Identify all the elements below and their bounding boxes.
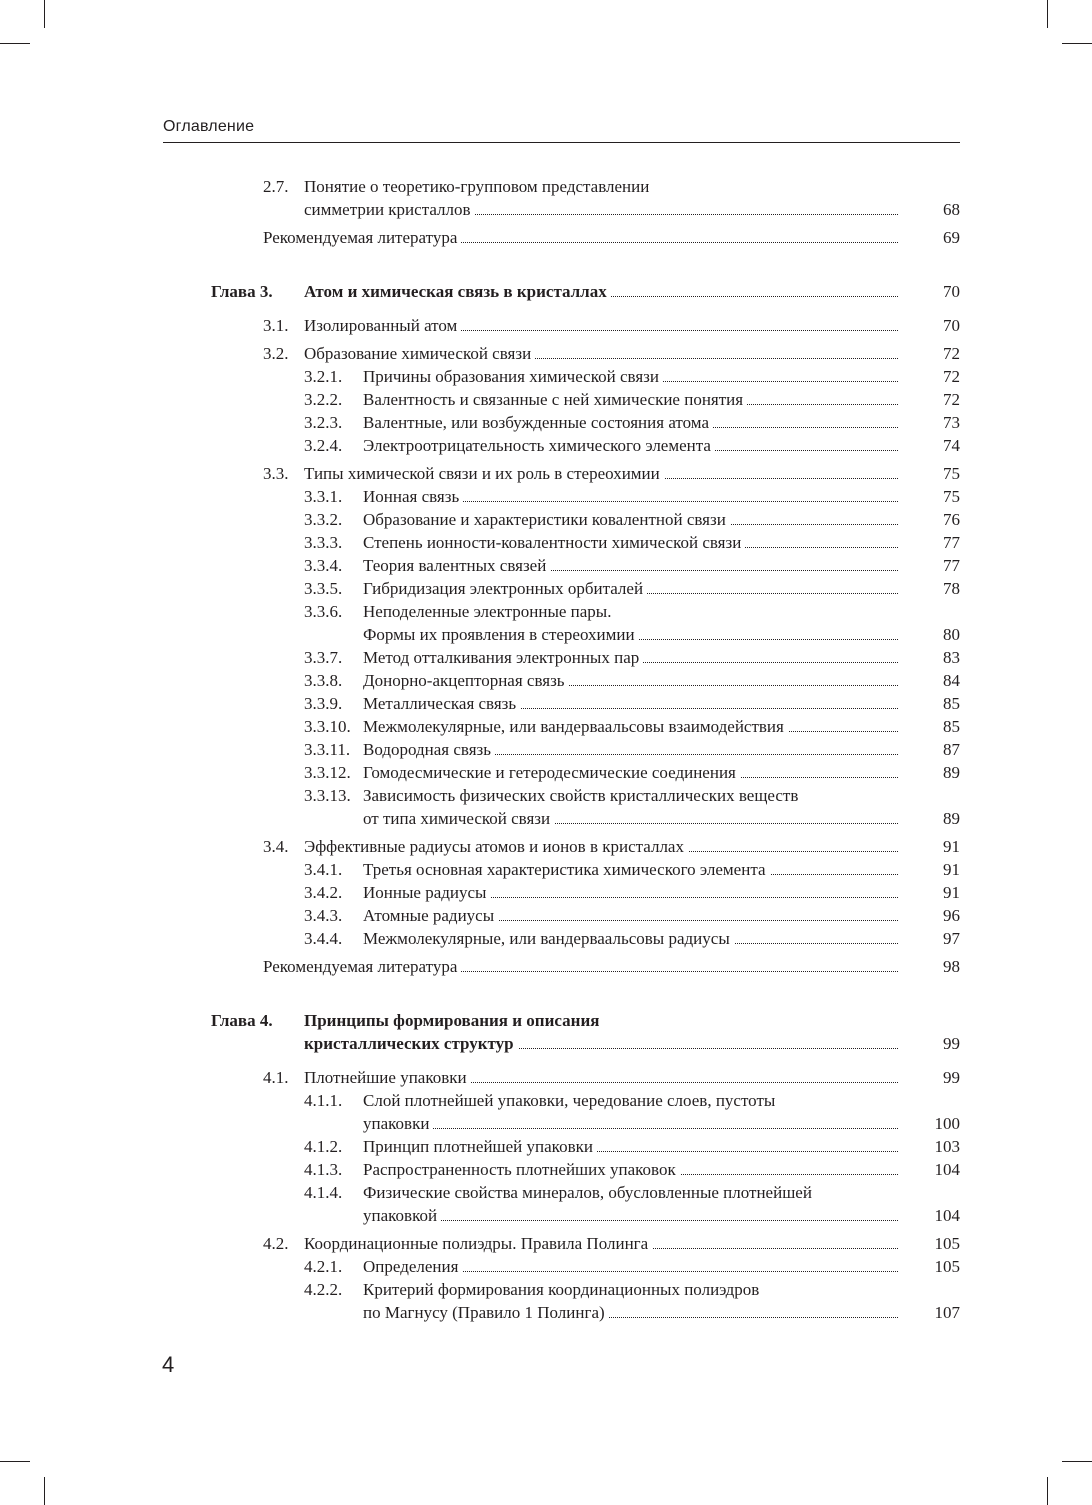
toc-entry-title-text: Распространенность плотнейших упаковок xyxy=(363,1160,680,1179)
toc-entry-line xyxy=(0,1112,1092,1135)
toc-entry-line xyxy=(0,904,1092,927)
toc-page-number: 75 xyxy=(943,487,960,506)
toc-entry-title xyxy=(363,881,898,904)
toc-page-number: 91 xyxy=(943,883,960,902)
toc-entry-number: 4.2.1. xyxy=(304,1257,343,1276)
toc-entry-title xyxy=(363,485,898,508)
toc-entry-title xyxy=(363,1089,779,1112)
toc-entry-title-text: Межмолекулярные, или вандерваальсовы радиусы xyxy=(363,929,734,948)
toc-entry-number: 3.3.12. xyxy=(304,763,351,782)
toc-entry-title xyxy=(363,669,898,692)
toc-entry-title-text: Атомные радиусы xyxy=(363,906,498,925)
toc-entry-line xyxy=(0,485,1092,508)
toc-entry-title xyxy=(363,434,898,457)
toc-page-number: 76 xyxy=(943,510,960,529)
toc-entry-number: 3.2.2. xyxy=(304,390,343,409)
toc-entry-number: 3.2.4. xyxy=(304,436,343,455)
toc-entry-title xyxy=(363,1255,898,1278)
toc-entry-line xyxy=(0,1089,1092,1112)
toc-entry-line xyxy=(0,226,1092,249)
toc-page-number: 72 xyxy=(943,344,960,363)
toc-entry-title-text: Критерий формирования координационных полиэдров xyxy=(363,1280,763,1299)
toc-entry-title xyxy=(363,411,898,434)
toc-entry-number: 3.3.13. xyxy=(304,786,351,805)
toc-entry-number: 3.3. xyxy=(263,464,289,483)
toc-page-number: 70 xyxy=(943,282,960,301)
toc-entry-line xyxy=(0,881,1092,904)
toc-entry-line xyxy=(0,646,1092,669)
toc-entry-line xyxy=(0,835,1092,858)
toc-entry-title-text: Метод отталкивания электронных пар xyxy=(363,648,643,667)
toc-entry-number: 3.4.2. xyxy=(304,883,343,902)
toc-entry-title-text: Координационные полиэдры. Правила Полинга xyxy=(304,1234,652,1253)
toc-entry-title-text: Ионная связь xyxy=(363,487,463,506)
toc-entry-title xyxy=(363,858,898,881)
toc-entry-number: 3.3.5. xyxy=(304,579,343,598)
page-number: 4 xyxy=(162,1352,175,1377)
toc-entry-title xyxy=(304,1032,898,1055)
toc-entry-title xyxy=(363,692,898,715)
toc-entry-title xyxy=(363,1278,763,1301)
toc-page-number: 99 xyxy=(943,1068,960,1087)
toc-entry-title xyxy=(363,1204,898,1227)
toc-entry-title-text: Принцип плотнейшей упаковки xyxy=(363,1137,597,1156)
header-rule xyxy=(163,142,960,143)
toc-entry-line xyxy=(0,365,1092,388)
toc-entry-title-text: Изолированный атом xyxy=(304,316,461,335)
toc-entry-line xyxy=(0,600,1092,623)
toc-entry-title-text: Межмолекулярные, или вандерваальсовы взаимодействия xyxy=(363,717,788,736)
toc-entry-number: 3.4. xyxy=(263,837,289,856)
toc-entry-number: 3.3.7. xyxy=(304,648,343,667)
toc-entry-line xyxy=(0,1232,1092,1255)
toc-entry-title-text: Металлическая связь xyxy=(363,694,520,713)
toc-entry-title-text: Типы химической связи и их роль в стереохимии xyxy=(304,464,664,483)
toc-entry-number: 3.3.3. xyxy=(304,533,343,552)
toc-entry-line xyxy=(0,1278,1092,1301)
toc-entry-line xyxy=(0,1204,1092,1227)
toc-entry-number: 3.3.6. xyxy=(304,602,343,621)
toc-page-number: 74 xyxy=(943,436,960,455)
toc-page-number: 89 xyxy=(943,763,960,782)
toc-page-number: 89 xyxy=(943,809,960,828)
toc-entry-line xyxy=(0,1181,1092,1204)
toc-entry-title-text: Определения xyxy=(363,1257,462,1276)
toc-entry-line xyxy=(0,577,1092,600)
toc-entry-title xyxy=(363,1301,898,1324)
toc-entry-title xyxy=(304,175,653,198)
toc-entry-line xyxy=(0,784,1092,807)
toc-entry-title-text: от типа химической связи xyxy=(363,809,554,828)
toc-entry-number: 3.4.3. xyxy=(304,906,343,925)
toc-entry-number: Глава 4. xyxy=(211,1011,273,1030)
toc-entry-line xyxy=(0,858,1092,881)
toc-page-number: 103 xyxy=(934,1137,960,1156)
toc-entry-title xyxy=(363,577,898,600)
toc-entry-title-text: Гибридизация электронных орбиталей xyxy=(363,579,647,598)
toc-page-number: 87 xyxy=(943,740,960,759)
toc-entry-title xyxy=(263,226,898,249)
toc-entry-number: 3.4.4. xyxy=(304,929,343,948)
toc-entry-title-text: симметрии кристаллов xyxy=(304,200,475,219)
toc-entry-title-text: кристаллических структур xyxy=(304,1034,518,1053)
toc-entry-title xyxy=(304,462,898,485)
toc-entry-number: 3.3.4. xyxy=(304,556,343,575)
toc-entry-title xyxy=(363,1181,816,1204)
crop-mark xyxy=(0,1461,30,1462)
crop-mark xyxy=(1047,1477,1048,1505)
toc-entry-title-text: Ионные радиусы xyxy=(363,883,490,902)
toc-entry-line xyxy=(0,715,1092,738)
toc-entry-title xyxy=(304,342,898,365)
toc-entry-title-text: Теория валентных связей xyxy=(363,556,550,575)
toc-entry-title xyxy=(363,807,898,830)
toc-entry-line xyxy=(0,388,1092,411)
crop-mark xyxy=(44,1477,45,1505)
toc-page-number: 77 xyxy=(943,533,960,552)
running-head: Оглавление xyxy=(163,118,255,135)
toc-page-number: 98 xyxy=(943,957,960,976)
toc-page-number: 97 xyxy=(943,929,960,948)
toc-entry-line xyxy=(0,738,1092,761)
toc-entry-title xyxy=(363,554,898,577)
toc-entry-title xyxy=(304,835,898,858)
toc-page-number: 105 xyxy=(934,1257,960,1276)
toc-page-number: 83 xyxy=(943,648,960,667)
toc-entry-line xyxy=(0,692,1092,715)
toc-entry-title xyxy=(363,1112,898,1135)
toc-page-number: 99 xyxy=(943,1034,960,1053)
toc-entry-title-text: Причины образования химической связи xyxy=(363,367,663,386)
toc-entry-number: Глава 3. xyxy=(211,282,273,301)
toc-entry-title-text: Принципы формирования и описания xyxy=(304,1011,603,1030)
toc-entry-line xyxy=(0,1032,1092,1055)
toc-page-number: 72 xyxy=(943,390,960,409)
toc-entry-title-text: Рекомендуемая литература xyxy=(263,228,461,247)
toc-entry-title-text: Водородная связь xyxy=(363,740,495,759)
toc-entry-title-text: по Магнусу (Правило 1 Полинга) xyxy=(363,1303,609,1322)
toc-entry-title xyxy=(363,715,898,738)
toc-entry-title xyxy=(363,600,615,623)
toc-entry-number: 4.1.3. xyxy=(304,1160,343,1179)
toc-entry-title xyxy=(363,388,898,411)
toc-page-number: 70 xyxy=(943,316,960,335)
toc-entry-number: 3.1. xyxy=(263,316,289,335)
toc-page-number: 91 xyxy=(943,837,960,856)
toc-entry-title xyxy=(363,531,898,554)
toc-page-number: 69 xyxy=(943,228,960,247)
toc-entry-title-text: Донорно-акцепторная связь xyxy=(363,671,569,690)
toc-entry-number: 3.3.2. xyxy=(304,510,343,529)
toc-entry-line xyxy=(0,531,1092,554)
toc-entry-title xyxy=(304,1232,898,1255)
crop-mark xyxy=(1047,0,1048,28)
toc-entry-title-text: Слой плотнейшей упаковки, чередование слоев, пустоты xyxy=(363,1091,779,1110)
toc-page-number: 85 xyxy=(943,717,960,736)
toc-page-number: 68 xyxy=(943,200,960,219)
toc-entry-number: 3.3.10. xyxy=(304,717,351,736)
toc-page-number: 85 xyxy=(943,694,960,713)
toc-entry-title-text: Валентные, или возбужденные состояния атома xyxy=(363,413,713,432)
toc-entry-line xyxy=(0,807,1092,830)
toc-entry-title xyxy=(363,623,898,646)
toc-entry-title-text: Эффективные радиусы атомов и ионов в кристаллах xyxy=(304,837,688,856)
toc-entry-title-text: Физические свойства минералов, обусловленные плотнейшей xyxy=(363,1183,816,1202)
toc-entry-number: 2.7. xyxy=(263,177,289,196)
toc-entry-line xyxy=(0,1135,1092,1158)
toc-entry-number: 4.1.2. xyxy=(304,1137,343,1156)
toc-entry-line xyxy=(0,411,1092,434)
toc-entry-title xyxy=(263,955,898,978)
toc-entry-number: 3.3.1. xyxy=(304,487,343,506)
toc-entry-title-text: Плотнейшие упаковки xyxy=(304,1068,471,1087)
toc-entry-line xyxy=(0,554,1092,577)
toc-entry-title xyxy=(363,784,802,807)
toc-entry-title-text: Валентность и связанные с ней химические понятия xyxy=(363,390,747,409)
toc-entry-line xyxy=(0,1066,1092,1089)
toc-entry-line xyxy=(0,342,1092,365)
toc-entry-line xyxy=(0,927,1092,950)
toc-entry-title-text: Гомодесмические и гетеродесмические соединения xyxy=(363,763,740,782)
toc-page-number: 104 xyxy=(934,1160,960,1179)
toc-entry-line xyxy=(0,1301,1092,1324)
toc-entry-line xyxy=(0,1158,1092,1181)
toc-entry-line xyxy=(0,955,1092,978)
toc-entry-number: 4.2.2. xyxy=(304,1280,343,1299)
toc-entry-title-text: Электроотрицательность химического элемента xyxy=(363,436,715,455)
toc-entry-number: 4.2. xyxy=(263,1234,289,1253)
toc-entry-number: 3.3.11. xyxy=(304,740,351,759)
toc-page-number: 77 xyxy=(943,556,960,575)
toc-entry-line xyxy=(0,669,1092,692)
toc-entry-title xyxy=(304,1066,898,1089)
toc-entry-line xyxy=(0,434,1092,457)
crop-mark xyxy=(1062,1461,1092,1462)
toc-page-number: 107 xyxy=(934,1303,960,1322)
toc-entry-title-text: Степень ионности-ковалентности химической связи xyxy=(363,533,745,552)
toc-entry-title xyxy=(363,904,898,927)
toc-entry-number: 3.2. xyxy=(263,344,289,363)
table-of-contents xyxy=(0,175,1092,1324)
toc-entry-line xyxy=(0,314,1092,337)
toc-entry-number: 3.3.9. xyxy=(304,694,343,713)
toc-entry-title-text: Третья основная характеристика химического элемента xyxy=(363,860,770,879)
toc-entry-title xyxy=(304,1009,603,1032)
toc-page-number: 72 xyxy=(943,367,960,386)
crop-mark xyxy=(0,43,30,44)
toc-entry-line xyxy=(0,508,1092,531)
toc-entry-title-text: Образование химической связи xyxy=(304,344,535,363)
toc-entry-title-text: упаковки xyxy=(363,1114,433,1133)
toc-entry-title-text: Образование и характеристики ковалентной связи xyxy=(363,510,730,529)
toc-entry-title-text: Понятие о теоретико-групповом представлении xyxy=(304,177,653,196)
toc-entry-line xyxy=(0,1009,1092,1032)
toc-entry-number: 3.4.1. xyxy=(304,860,343,879)
toc-entry-line xyxy=(0,623,1092,646)
toc-entry-title-text: Зависимость физических свойств кристаллических веществ xyxy=(363,786,802,805)
toc-entry-line xyxy=(0,198,1092,221)
toc-entry-number: 3.2.1. xyxy=(304,367,343,386)
toc-entry-line xyxy=(0,761,1092,784)
toc-entry-title-text: Неподеленные электронные пары. xyxy=(363,602,615,621)
toc-entry-line xyxy=(0,1255,1092,1278)
toc-entry-title xyxy=(304,280,898,303)
toc-page-number: 73 xyxy=(943,413,960,432)
toc-entry-title xyxy=(363,1158,898,1181)
toc-page-number: 104 xyxy=(934,1206,960,1225)
toc-entry-title-text: упаковкой xyxy=(363,1206,441,1225)
toc-entry-number: 3.3.8. xyxy=(304,671,343,690)
toc-entry-title xyxy=(363,365,898,388)
crop-mark xyxy=(1062,43,1092,44)
toc-entry-title-text: Рекомендуемая литература xyxy=(263,957,461,976)
toc-page-number: 78 xyxy=(943,579,960,598)
toc-entry-title xyxy=(304,198,898,221)
toc-page-number: 96 xyxy=(943,906,960,925)
toc-page-number: 105 xyxy=(934,1234,960,1253)
crop-mark xyxy=(44,0,45,28)
toc-entry-title xyxy=(363,738,898,761)
toc-entry-title-text: Атом и химическая связь в кристаллах xyxy=(304,282,611,301)
toc-entry-number: 3.2.3. xyxy=(304,413,343,432)
toc-page-number: 91 xyxy=(943,860,960,879)
toc-page-number: 84 xyxy=(943,671,960,690)
toc-entry-title xyxy=(363,1135,898,1158)
toc-page-number: 80 xyxy=(943,625,960,644)
toc-entry-line xyxy=(0,462,1092,485)
toc-entry-title xyxy=(304,314,898,337)
toc-entry-title xyxy=(363,508,898,531)
toc-page-number: 100 xyxy=(934,1114,960,1133)
toc-entry-title-text: Формы их проявления в стереохимии xyxy=(363,625,639,644)
toc-entry-line xyxy=(0,175,1092,198)
toc-entry-title xyxy=(363,646,898,669)
toc-entry-number: 4.1. xyxy=(263,1068,289,1087)
toc-page-number: 75 xyxy=(943,464,960,483)
toc-entry-line xyxy=(0,280,1092,303)
toc-entry-title xyxy=(363,761,898,784)
toc-entry-title xyxy=(363,927,898,950)
toc-entry-number: 4.1.1. xyxy=(304,1091,343,1110)
toc-entry-number: 4.1.4. xyxy=(304,1183,343,1202)
